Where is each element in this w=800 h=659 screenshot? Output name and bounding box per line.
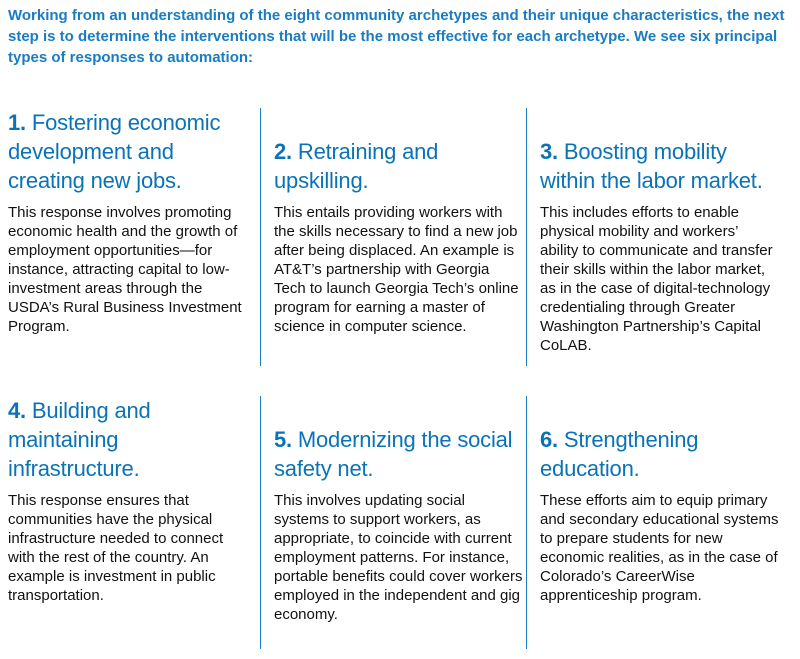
card-title (540, 137, 780, 195)
card-number: 1. (8, 110, 26, 135)
intro-paragraph: Working from an understanding of the eight community archetypes and their unique characteristics, the next step is to determine the interventions that will be the most effective for each archetype. We see six principal types of responses to automation: (8, 7, 785, 66)
card-number: 4. (8, 398, 26, 423)
column-divider (260, 108, 261, 366)
card-title (8, 396, 248, 483)
card-body: This includes efforts to enable physical mobility and workers’ ability to communicate and transfer their skills within the labor market, as in the case of digital-technology credentialing through Greater Washington Partnership’s Capital CoLAB. (540, 204, 773, 354)
column-divider (526, 108, 527, 366)
card-number: 3. (540, 139, 558, 164)
card-body: This response ensures that communities have the physical infrastructure needed to connect with the rest of the country. An example is investment in public transportation. (8, 492, 224, 604)
card-title (274, 137, 524, 195)
card-title-text: Modernizing the social safety net. (274, 427, 513, 481)
response-card-5 (274, 425, 524, 624)
card-body: This entails providing workers with the skills necessary to find a new job after being displaced. An example is AT&T’s partnership with Georgia Tech to launch Georgia Tech’s online program for earning a master of science in computer science. (274, 204, 519, 335)
card-title-text: Strengthening education. (540, 427, 699, 481)
card-title-text: Boosting mobility within the labor market. (540, 139, 763, 193)
column-divider (526, 396, 527, 649)
card-number: 2. (274, 139, 292, 164)
card-title (540, 425, 780, 483)
card-title-text: Fostering economic development and creating new jobs. (8, 110, 221, 193)
response-card-4 (8, 396, 248, 605)
card-title (8, 108, 248, 195)
response-card-1 (8, 108, 248, 336)
card-body: This involves updating social systems to support workers, as appropriate, to coincide with current employment patterns. For instance, portable benefits could cover workers employed in the independent and gig economy. (274, 492, 523, 623)
response-card-6 (540, 425, 780, 605)
card-body: These efforts aim to equip primary and secondary educational systems to prepare students for new economic realities, as in the case of Colorado’s CareerWise apprenticeship program. (540, 492, 779, 604)
response-card-2 (274, 137, 524, 336)
card-title-text: Building and maintaining infrastructure. (8, 398, 151, 481)
card-title-text: Retraining and upskilling. (274, 139, 439, 193)
card-body: This response involves promoting economic health and the growth of employment opportunities—for instance, attracting capital to low-investment areas through the USDA’s Rural Business Investment Program. (8, 204, 242, 335)
response-card-3 (540, 137, 780, 355)
card-title (274, 425, 524, 483)
card-number: 6. (540, 427, 558, 452)
card-number: 5. (274, 427, 292, 452)
column-divider (260, 396, 261, 649)
